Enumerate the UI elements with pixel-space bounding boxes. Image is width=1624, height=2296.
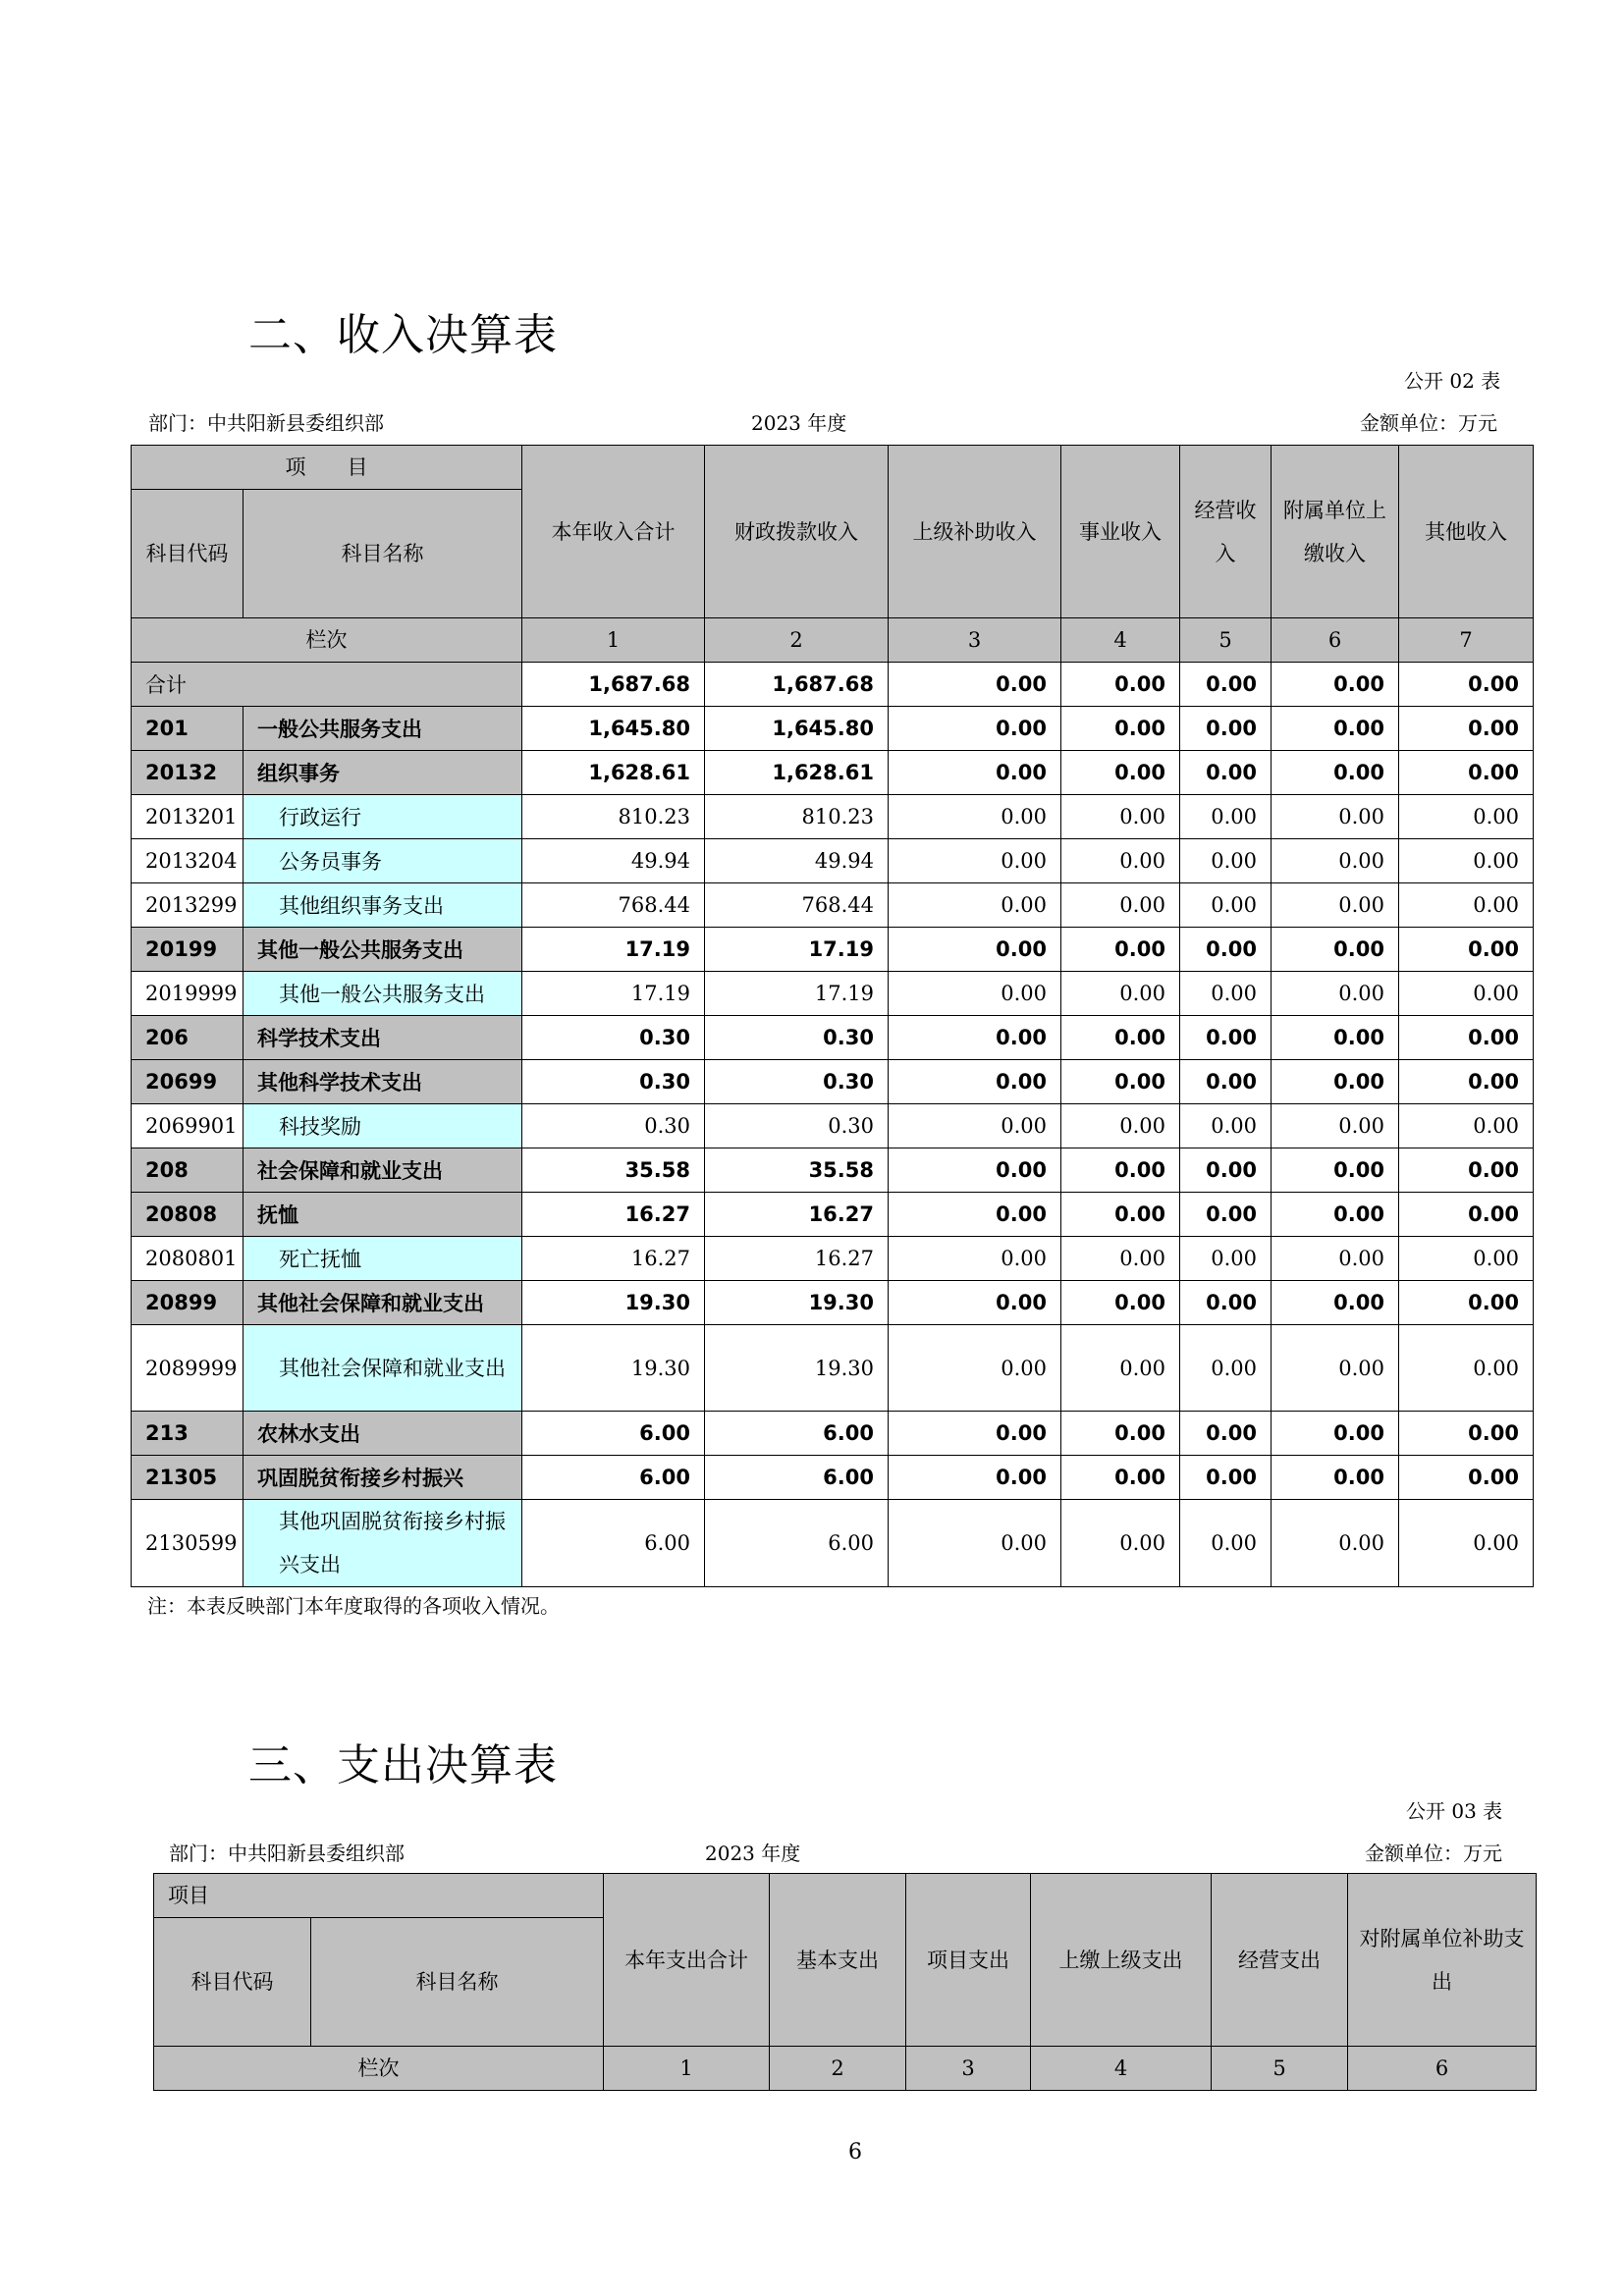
total-value-2: 1,687.68 bbox=[705, 663, 889, 707]
header-col-3: 上级补助收入 bbox=[889, 446, 1061, 618]
table-row bbox=[132, 1456, 1534, 1500]
exp-header-code: 科目代码 bbox=[154, 1918, 311, 2047]
exp-col-num-6: 6 bbox=[1348, 2047, 1537, 2091]
row-value-5: 0.00 bbox=[1180, 1500, 1272, 1587]
row-value-2: 35.58 bbox=[705, 1148, 889, 1193]
row-value-4: 0.00 bbox=[1061, 1148, 1180, 1193]
row-name: 科学技术支出 bbox=[244, 1016, 522, 1060]
row-value-3: 0.00 bbox=[889, 1060, 1061, 1104]
row-value-6: 0.00 bbox=[1272, 972, 1399, 1016]
row-value-1: 19.30 bbox=[522, 1281, 705, 1325]
row-value-5: 0.00 bbox=[1180, 1016, 1272, 1060]
income-section-title: 二、收入决算表 bbox=[248, 310, 558, 360]
row-value-4: 0.00 bbox=[1061, 1193, 1180, 1237]
row-code: 2013204 bbox=[132, 839, 244, 883]
row-code: 2069901 bbox=[132, 1104, 244, 1148]
row-value-7: 0.00 bbox=[1399, 1500, 1534, 1587]
total-value-5: 0.00 bbox=[1180, 663, 1272, 707]
row-value-1: 768.44 bbox=[522, 883, 705, 928]
row-code: 213 bbox=[132, 1412, 244, 1456]
exp-header-col-5: 经营支出 bbox=[1212, 1874, 1348, 2047]
row-name: 社会保障和就业支出 bbox=[244, 1148, 522, 1193]
total-value-1: 1,687.68 bbox=[522, 663, 705, 707]
table-row bbox=[132, 751, 1534, 795]
row-value-4: 0.00 bbox=[1061, 751, 1180, 795]
row-code: 2013299 bbox=[132, 883, 244, 928]
row-value-3: 0.00 bbox=[889, 795, 1061, 839]
row-value-3: 0.00 bbox=[889, 839, 1061, 883]
exp-header-col-1: 本年支出合计 bbox=[604, 1874, 770, 2047]
row-value-4: 0.00 bbox=[1061, 1104, 1180, 1148]
col-num-7: 7 bbox=[1399, 618, 1534, 663]
row-code: 2130599 bbox=[132, 1500, 244, 1587]
table-row bbox=[132, 972, 1534, 1016]
row-value-4: 0.00 bbox=[1061, 1016, 1180, 1060]
row-value-6: 0.00 bbox=[1272, 839, 1399, 883]
row-value-3: 0.00 bbox=[889, 883, 1061, 928]
row-value-5: 0.00 bbox=[1180, 1456, 1272, 1500]
header-col-2: 财政拨款收入 bbox=[705, 446, 889, 618]
row-value-7: 0.00 bbox=[1399, 1148, 1534, 1193]
expense-table-number: 公开 03 表 bbox=[1406, 1799, 1503, 1823]
row-value-7: 0.00 bbox=[1399, 1016, 1534, 1060]
row-value-6: 0.00 bbox=[1272, 1237, 1399, 1281]
table-row bbox=[132, 707, 1534, 751]
row-value-2: 810.23 bbox=[705, 795, 889, 839]
row-value-7: 0.00 bbox=[1399, 795, 1534, 839]
total-value-4: 0.00 bbox=[1061, 663, 1180, 707]
row-value-6: 0.00 bbox=[1272, 1456, 1399, 1500]
row-name: 科技奖励 bbox=[244, 1104, 522, 1148]
row-name: 抚恤 bbox=[244, 1193, 522, 1237]
row-value-4: 0.00 bbox=[1061, 1281, 1180, 1325]
income-dept-label: 部门：中共阳新县委组织部 bbox=[148, 411, 384, 435]
row-value-7: 0.00 bbox=[1399, 707, 1534, 751]
page-number: 6 bbox=[848, 2140, 862, 2164]
row-value-7: 0.00 bbox=[1399, 751, 1534, 795]
row-name: 其他一般公共服务支出 bbox=[244, 972, 522, 1016]
exp-header-col-4: 上缴上级支出 bbox=[1031, 1874, 1212, 2047]
total-value-3: 0.00 bbox=[889, 663, 1061, 707]
row-code: 201 bbox=[132, 707, 244, 751]
row-value-3: 0.00 bbox=[889, 1016, 1061, 1060]
header-col-5: 经营收入 bbox=[1180, 446, 1272, 618]
row-value-5: 0.00 bbox=[1180, 883, 1272, 928]
header-col-1: 本年收入合计 bbox=[522, 446, 705, 618]
income-note: 注：本表反映部门本年度取得的各项收入情况。 bbox=[147, 1594, 560, 1618]
header-col-4: 事业收入 bbox=[1061, 446, 1180, 618]
row-value-6: 0.00 bbox=[1272, 795, 1399, 839]
table-row bbox=[132, 883, 1534, 928]
header-lanci: 栏次 bbox=[132, 618, 522, 663]
exp-header-col-2: 基本支出 bbox=[770, 1874, 906, 2047]
exp-header-name: 科目名称 bbox=[311, 1918, 604, 2047]
exp-header-col-3: 项目支出 bbox=[906, 1874, 1031, 2047]
header-project: 项 目 bbox=[132, 446, 522, 490]
row-value-5: 0.00 bbox=[1180, 1237, 1272, 1281]
table-row bbox=[132, 1016, 1534, 1060]
row-name: 其他社会保障和就业支出 bbox=[244, 1325, 522, 1412]
row-value-1: 6.00 bbox=[522, 1456, 705, 1500]
row-value-2: 6.00 bbox=[705, 1412, 889, 1456]
row-value-4: 0.00 bbox=[1061, 1456, 1180, 1500]
row-value-7: 0.00 bbox=[1399, 1456, 1534, 1500]
row-value-5: 0.00 bbox=[1180, 1281, 1272, 1325]
row-name: 其他一般公共服务支出 bbox=[244, 928, 522, 972]
row-value-5: 0.00 bbox=[1180, 1060, 1272, 1104]
expense-section-title: 三、支出决算表 bbox=[248, 1740, 558, 1790]
row-code: 2089999 bbox=[132, 1325, 244, 1412]
table-row bbox=[132, 1060, 1534, 1104]
income-year-label: 2023 年度 bbox=[751, 411, 847, 435]
row-value-1: 17.19 bbox=[522, 972, 705, 1016]
total-value-6: 0.00 bbox=[1272, 663, 1399, 707]
row-name: 一般公共服务支出 bbox=[244, 707, 522, 751]
row-value-1: 35.58 bbox=[522, 1148, 705, 1193]
exp-header-col-6: 对附属单位补助支出 bbox=[1348, 1874, 1537, 2047]
row-value-2: 6.00 bbox=[705, 1456, 889, 1500]
row-value-4: 0.00 bbox=[1061, 883, 1180, 928]
row-value-3: 0.00 bbox=[889, 928, 1061, 972]
row-value-5: 0.00 bbox=[1180, 839, 1272, 883]
exp-col-num-5: 5 bbox=[1212, 2047, 1348, 2091]
row-code: 206 bbox=[132, 1016, 244, 1060]
row-value-1: 0.30 bbox=[522, 1104, 705, 1148]
row-value-6: 0.00 bbox=[1272, 1193, 1399, 1237]
header-col-6: 附属单位上缴收入 bbox=[1272, 446, 1399, 618]
row-value-7: 0.00 bbox=[1399, 839, 1534, 883]
row-value-6: 0.00 bbox=[1272, 751, 1399, 795]
row-value-7: 0.00 bbox=[1399, 1325, 1534, 1412]
row-code: 2013201 bbox=[132, 795, 244, 839]
row-value-2: 768.44 bbox=[705, 883, 889, 928]
table-row bbox=[132, 1281, 1534, 1325]
row-name: 其他社会保障和就业支出 bbox=[244, 1281, 522, 1325]
expense-unit-label: 金额单位：万元 bbox=[1365, 1842, 1502, 1865]
income-table-number: 公开 02 表 bbox=[1404, 369, 1501, 393]
row-value-5: 0.00 bbox=[1180, 928, 1272, 972]
row-value-4: 0.00 bbox=[1061, 1500, 1180, 1587]
row-value-7: 0.00 bbox=[1399, 1193, 1534, 1237]
header-name: 科目名称 bbox=[244, 490, 522, 618]
exp-header-project: 项目 bbox=[154, 1874, 604, 1918]
row-name: 其他科学技术支出 bbox=[244, 1060, 522, 1104]
row-value-6: 0.00 bbox=[1272, 1016, 1399, 1060]
col-num-6: 6 bbox=[1272, 618, 1399, 663]
row-value-4: 0.00 bbox=[1061, 1060, 1180, 1104]
table-row bbox=[132, 1412, 1534, 1456]
exp-col-num-2: 2 bbox=[770, 2047, 906, 2091]
row-value-6: 0.00 bbox=[1272, 1325, 1399, 1412]
table-row bbox=[132, 1237, 1534, 1281]
row-value-3: 0.00 bbox=[889, 1325, 1061, 1412]
row-code: 20899 bbox=[132, 1281, 244, 1325]
row-value-3: 0.00 bbox=[889, 1148, 1061, 1193]
expense-year-label: 2023 年度 bbox=[705, 1842, 801, 1865]
row-value-2: 1,645.80 bbox=[705, 707, 889, 751]
row-value-1: 6.00 bbox=[522, 1412, 705, 1456]
row-value-4: 0.00 bbox=[1061, 839, 1180, 883]
row-value-3: 0.00 bbox=[889, 707, 1061, 751]
table-row bbox=[132, 1148, 1534, 1193]
row-value-5: 0.00 bbox=[1180, 1193, 1272, 1237]
income-table bbox=[131, 445, 1534, 1587]
row-value-6: 0.00 bbox=[1272, 928, 1399, 972]
row-value-3: 0.00 bbox=[889, 1104, 1061, 1148]
row-value-6: 0.00 bbox=[1272, 1412, 1399, 1456]
row-value-7: 0.00 bbox=[1399, 1412, 1534, 1456]
header-code: 科目代码 bbox=[132, 490, 244, 618]
table-row bbox=[132, 1500, 1534, 1587]
row-value-2: 19.30 bbox=[705, 1281, 889, 1325]
row-code: 20199 bbox=[132, 928, 244, 972]
row-value-2: 16.27 bbox=[705, 1237, 889, 1281]
row-value-1: 49.94 bbox=[522, 839, 705, 883]
row-value-2: 1,628.61 bbox=[705, 751, 889, 795]
row-name: 死亡抚恤 bbox=[244, 1237, 522, 1281]
row-value-1: 16.27 bbox=[522, 1237, 705, 1281]
row-value-1: 1,645.80 bbox=[522, 707, 705, 751]
row-value-2: 17.19 bbox=[705, 928, 889, 972]
row-code: 2019999 bbox=[132, 972, 244, 1016]
income-unit-label: 金额单位：万元 bbox=[1360, 411, 1497, 435]
row-value-2: 16.27 bbox=[705, 1193, 889, 1237]
row-code: 21305 bbox=[132, 1456, 244, 1500]
row-value-1: 810.23 bbox=[522, 795, 705, 839]
row-code: 20699 bbox=[132, 1060, 244, 1104]
row-value-4: 0.00 bbox=[1061, 1412, 1180, 1456]
row-value-3: 0.00 bbox=[889, 1500, 1061, 1587]
row-name: 巩固脱贫衔接乡村振兴 bbox=[244, 1456, 522, 1500]
row-name: 组织事务 bbox=[244, 751, 522, 795]
row-value-3: 0.00 bbox=[889, 1412, 1061, 1456]
row-value-7: 0.00 bbox=[1399, 972, 1534, 1016]
row-value-3: 0.00 bbox=[889, 972, 1061, 1016]
row-value-2: 19.30 bbox=[705, 1325, 889, 1412]
row-value-4: 0.00 bbox=[1061, 1325, 1180, 1412]
row-name: 其他组织事务支出 bbox=[244, 883, 522, 928]
row-value-4: 0.00 bbox=[1061, 707, 1180, 751]
row-name: 公务员事务 bbox=[244, 839, 522, 883]
row-value-2: 17.19 bbox=[705, 972, 889, 1016]
table-row bbox=[132, 928, 1534, 972]
table-row bbox=[132, 839, 1534, 883]
table-row bbox=[132, 1193, 1534, 1237]
col-num-2: 2 bbox=[705, 618, 889, 663]
row-value-1: 0.30 bbox=[522, 1060, 705, 1104]
row-value-6: 0.00 bbox=[1272, 883, 1399, 928]
col-num-5: 5 bbox=[1180, 618, 1272, 663]
row-value-4: 0.00 bbox=[1061, 795, 1180, 839]
table-row bbox=[132, 1104, 1534, 1148]
row-value-7: 0.00 bbox=[1399, 1060, 1534, 1104]
row-value-2: 49.94 bbox=[705, 839, 889, 883]
header-col-7: 其他收入 bbox=[1399, 446, 1534, 618]
row-value-7: 0.00 bbox=[1399, 1104, 1534, 1148]
row-value-6: 0.00 bbox=[1272, 1148, 1399, 1193]
row-value-3: 0.00 bbox=[889, 1281, 1061, 1325]
row-value-5: 0.00 bbox=[1180, 707, 1272, 751]
row-value-3: 0.00 bbox=[889, 1193, 1061, 1237]
col-num-4: 4 bbox=[1061, 618, 1180, 663]
row-value-6: 0.00 bbox=[1272, 707, 1399, 751]
row-value-3: 0.00 bbox=[889, 1237, 1061, 1281]
row-value-7: 0.00 bbox=[1399, 928, 1534, 972]
row-value-1: 6.00 bbox=[522, 1500, 705, 1587]
row-value-5: 0.00 bbox=[1180, 1148, 1272, 1193]
row-value-6: 0.00 bbox=[1272, 1500, 1399, 1587]
row-value-6: 0.00 bbox=[1272, 1104, 1399, 1148]
total-value-7: 0.00 bbox=[1399, 663, 1534, 707]
exp-header-lanci: 栏次 bbox=[154, 2047, 604, 2091]
row-value-4: 0.00 bbox=[1061, 972, 1180, 1016]
income-table-body bbox=[132, 707, 1534, 1587]
row-value-1: 19.30 bbox=[522, 1325, 705, 1412]
row-name: 农林水支出 bbox=[244, 1412, 522, 1456]
row-value-3: 0.00 bbox=[889, 1456, 1061, 1500]
row-value-1: 16.27 bbox=[522, 1193, 705, 1237]
exp-col-num-3: 3 bbox=[906, 2047, 1031, 2091]
expense-dept-label: 部门：中共阳新县委组织部 bbox=[169, 1842, 405, 1865]
row-value-1: 0.30 bbox=[522, 1016, 705, 1060]
row-value-2: 6.00 bbox=[705, 1500, 889, 1587]
row-value-1: 1,628.61 bbox=[522, 751, 705, 795]
row-value-7: 0.00 bbox=[1399, 1237, 1534, 1281]
table-row bbox=[132, 795, 1534, 839]
table-row bbox=[132, 1325, 1534, 1412]
row-code: 20808 bbox=[132, 1193, 244, 1237]
row-value-4: 0.00 bbox=[1061, 1237, 1180, 1281]
exp-col-num-1: 1 bbox=[604, 2047, 770, 2091]
row-name: 行政运行 bbox=[244, 795, 522, 839]
row-value-7: 0.00 bbox=[1399, 1281, 1534, 1325]
row-code: 208 bbox=[132, 1148, 244, 1193]
col-num-1: 1 bbox=[522, 618, 705, 663]
total-label: 合计 bbox=[132, 663, 522, 707]
expense-table bbox=[153, 1873, 1537, 2091]
row-value-5: 0.00 bbox=[1180, 795, 1272, 839]
row-value-5: 0.00 bbox=[1180, 1412, 1272, 1456]
row-value-2: 0.30 bbox=[705, 1060, 889, 1104]
row-value-6: 0.00 bbox=[1272, 1060, 1399, 1104]
row-value-2: 0.30 bbox=[705, 1016, 889, 1060]
row-name: 其他巩固脱贫衔接乡村振兴支出 bbox=[244, 1500, 522, 1587]
row-value-5: 0.00 bbox=[1180, 1325, 1272, 1412]
row-value-1: 17.19 bbox=[522, 928, 705, 972]
col-num-3: 3 bbox=[889, 618, 1061, 663]
row-value-6: 0.00 bbox=[1272, 1281, 1399, 1325]
row-value-4: 0.00 bbox=[1061, 928, 1180, 972]
row-value-2: 0.30 bbox=[705, 1104, 889, 1148]
total-row bbox=[132, 663, 1534, 707]
row-code: 2080801 bbox=[132, 1237, 244, 1281]
row-value-7: 0.00 bbox=[1399, 883, 1534, 928]
exp-col-num-4: 4 bbox=[1031, 2047, 1212, 2091]
row-value-5: 0.00 bbox=[1180, 1104, 1272, 1148]
row-value-5: 0.00 bbox=[1180, 751, 1272, 795]
row-value-3: 0.00 bbox=[889, 751, 1061, 795]
row-code: 20132 bbox=[132, 751, 244, 795]
row-value-5: 0.00 bbox=[1180, 972, 1272, 1016]
